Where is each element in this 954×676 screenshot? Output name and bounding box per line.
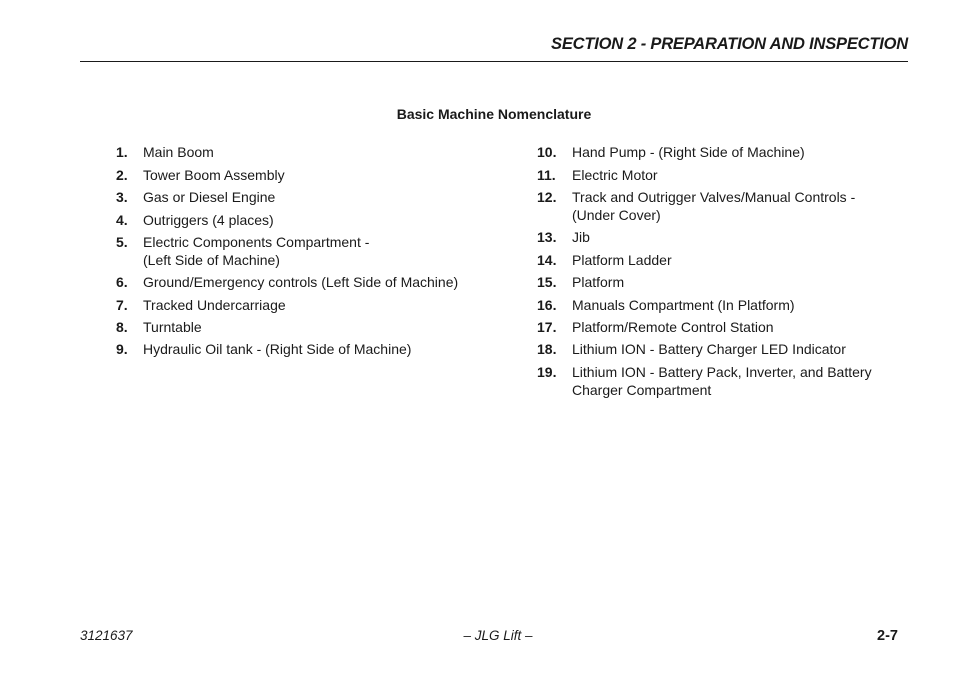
item-text: Manuals Compartment (In Platform) [572,297,795,313]
item-number: 11. [537,167,556,183]
section-title: SECTION 2 - PREPARATION AND INSPECTION [551,35,908,53]
item-text: Track and Outrigger Valves/Manual Controls - [572,189,856,205]
item-text: Main Boom [143,144,214,160]
item-number: 12. [537,189,557,205]
item-text: Lithium ION - Battery Charger LED Indicator [572,341,846,357]
footer-brand: – JLG Lift – [463,628,533,643]
item-number: 8. [116,319,128,335]
item-text: Outriggers (4 places) [143,212,274,228]
item-text: Jib [572,229,590,245]
item-text: Hand Pump - (Right Side of Machine) [572,144,805,160]
item-text: Turntable [143,319,202,335]
item-number: 13. [537,229,557,245]
item-text: Tracked Undercarriage [143,297,286,313]
item-text: Ground/Emergency controls (Left Side of Machine) [143,274,459,290]
item-number: 10. [537,144,557,160]
item-text: Tower Boom Assembly [143,167,285,183]
item-number: 14. [537,252,557,268]
item-text: Gas or Diesel Engine [143,189,276,205]
item-text-continued: (Under Cover) [572,207,661,223]
item-number: 2. [116,167,128,183]
item-text: Hydraulic Oil tank - (Right Side of Machine) [143,341,412,357]
item-number: 19. [537,364,557,380]
item-number: 17. [537,319,557,335]
item-number: 1. [116,144,128,160]
item-number: 7. [116,297,128,313]
item-number: 16. [537,297,557,313]
item-text: Platform Ladder [572,252,672,268]
item-number: 18. [537,341,557,357]
item-text: Platform [572,274,625,290]
item-number: 15. [537,274,557,290]
page-number: 2-7 [877,628,898,644]
item-number: 9. [116,341,128,357]
item-number: 5. [116,234,128,250]
item-number: 3. [116,189,128,205]
item-text: Lithium ION - Battery Pack, Inverter, and Battery [572,364,872,380]
item-text-continued: Charger Compartment [572,382,712,398]
document-number: 3121637 [80,628,133,643]
item-text-continued: (Left Side of Machine) [143,252,280,268]
item-number: 4. [116,212,128,228]
item-text: Platform/Remote Control Station [572,319,774,335]
item-number: 6. [116,274,128,290]
item-text: Electric Motor [572,167,658,183]
item-text: Electric Components Compartment - [143,234,370,250]
header-divider [80,61,908,62]
nomenclature-heading: Basic Machine Nomenclature [396,106,592,122]
